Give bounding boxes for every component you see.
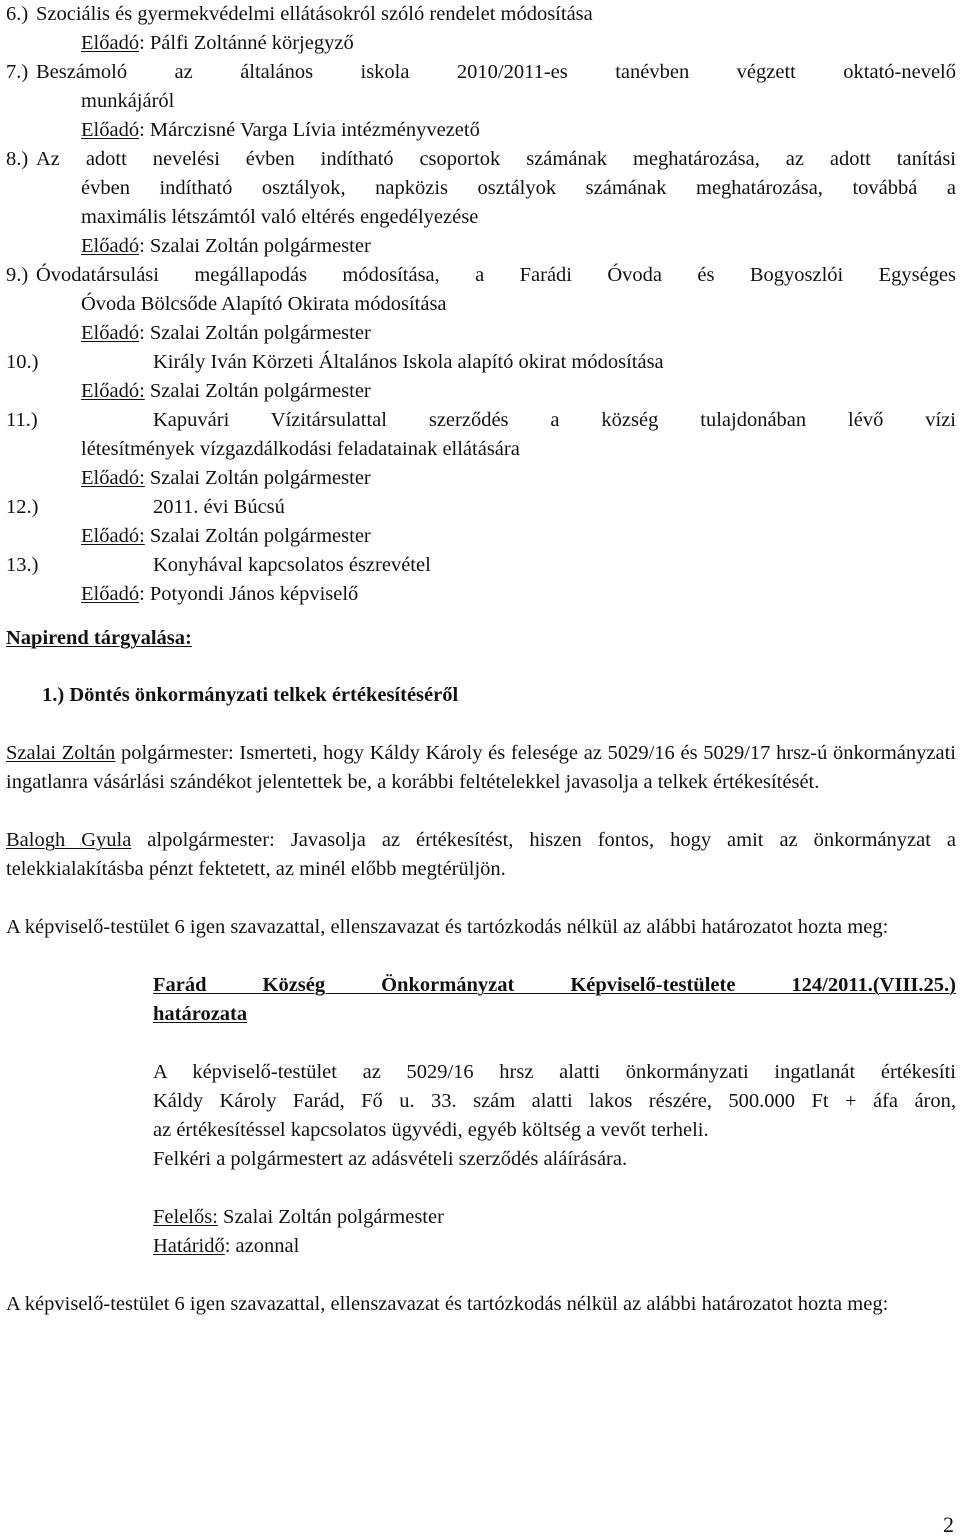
section-heading: Napirend tárgyalása: <box>6 627 192 649</box>
agenda-title-line: munkájáról <box>81 90 175 112</box>
agenda-title-line: Óvoda Bölcsőde Alapító Okirata módosítása <box>81 293 447 315</box>
presenter-line <box>81 232 956 261</box>
agenda-title: Király Iván Körzeti Általános Iskola alapító okirat módosítása <box>153 351 664 373</box>
responsible-line <box>153 1203 956 1232</box>
page-number: 2 <box>943 1512 954 1537</box>
agenda-title-line: Beszámoló az általános iskola 2010/2011-es tanévben végzett oktató-nevelő <box>36 61 956 83</box>
resolution-body-line: az értékesítéssel kapcsolatos ügyvédi, egyéb költség a vevőt terheli. <box>153 1119 709 1141</box>
presenter-name: Szalai Zoltán polgármester <box>144 467 371 489</box>
presenter-line <box>81 464 956 493</box>
presenter-label: Előadó: <box>81 467 145 489</box>
presenter-name: : Szalai Zoltán polgármester <box>139 322 371 344</box>
presenter-line <box>81 377 956 406</box>
speech-paragraph <box>6 739 956 797</box>
topic-heading: 1.) Döntés önkormányzati telkek értékesítéséről <box>42 684 459 706</box>
responsible-name: Szalai Zoltán polgármester <box>217 1206 444 1228</box>
presenter-name: : Szalai Zoltán polgármester <box>139 235 371 257</box>
agenda-number: 10.) <box>6 351 39 373</box>
presenter-name: : Márczisné Varga Lívia intézményvezető <box>139 119 480 141</box>
resolution-title-line2: határozata <box>153 1003 248 1025</box>
speaker-name: Szalai Zoltán <box>6 742 116 764</box>
presenter-name: Szalai Zoltán polgármester <box>144 380 371 402</box>
agenda-title: Szociális és gyermekvédelmi ellátásokról szóló rendelet módosítása <box>36 3 593 25</box>
agenda-number: 13.) <box>6 554 39 576</box>
deadline-value: : azonnal <box>224 1235 300 1257</box>
presenter-label: Előadó <box>81 235 140 257</box>
resolution-title: Farád Község Önkormányzat Képviselő-testülete 124/2011.(VIII.25.) <box>153 974 956 996</box>
agenda-title-line: évben indítható osztályok, napközis osztályok számának meghatározása, továbbá a <box>81 177 956 199</box>
agenda-title: Konyhával kapcsolatos észrevétel <box>153 554 431 576</box>
agenda-number: 9.) <box>6 264 29 286</box>
vote-statement: A képviselő-testület 6 igen szavazattal, ellenszavazat és tartózkodás nélkül az alábbi határozatot hozta meg: <box>6 1293 889 1315</box>
presenter-name: Szalai Zoltán polgármester <box>144 525 371 547</box>
resolution-body-line: Felkéri a polgármestert az adásvételi szerződés aláírására. <box>153 1148 628 1170</box>
agenda-title-line: Az adott nevelési évben indítható csoportok számának meghatározása, az adott tanítási <box>36 148 956 170</box>
agenda-title: 2011. évi Búcsú <box>153 496 285 518</box>
agenda-item-8 <box>6 145 956 261</box>
presenter-line <box>81 29 956 58</box>
resolution-body-line: A képviselő-testület az 5029/16 hrsz alatti önkormányzati ingatlanát értékesíti <box>153 1061 956 1083</box>
agenda-title-line: maximális létszámtól való eltérés engedélyezése <box>81 206 479 228</box>
speech-paragraph <box>6 826 956 884</box>
presenter-label: Előadó: <box>81 525 145 547</box>
agenda-item-6 <box>6 0 956 58</box>
presenter-label: Előadó <box>81 32 140 54</box>
agenda-item-13 <box>6 551 956 609</box>
presenter-label: Előadó <box>81 583 140 605</box>
agenda-number: 7.) <box>6 61 29 83</box>
agenda-title-line: Kapuvári Vízitársulattal szerződés a község tulajdonában lévő vízi <box>153 409 956 431</box>
agenda-number: 12.) <box>6 496 39 518</box>
agenda-item-11 <box>6 406 956 493</box>
agenda-item-12 <box>6 493 956 551</box>
presenter-label: Előadó <box>81 322 140 344</box>
presenter-line <box>81 319 956 348</box>
presenter-name: : Pálfi Zoltánné körjegyző <box>139 32 354 54</box>
presenter-line <box>81 116 956 145</box>
agenda-title-line: létesítmények vízgazdálkodási feladatainak ellátására <box>81 438 520 460</box>
presenter-line <box>81 580 956 609</box>
agenda-number: 11.) <box>6 409 38 431</box>
deadline-line <box>153 1232 956 1261</box>
agenda-number: 6.) <box>6 3 29 25</box>
presenter-label: Előadó: <box>81 380 145 402</box>
deadline-label: Határidő <box>153 1235 225 1257</box>
agenda-title-line: Óvodatársulási megállapodás módosítása, a Farádi Óvoda és Bogyoszlói Egységes <box>36 264 956 286</box>
speech-text: polgármester: Ismerteti, hogy Káldy Károly és felesége az 5029/16 és 5029/17 hrsz-ú önkormányzati ingatlanra vásárlási szándékot jelentettek be, a korábbi feltételekkel javasolja a telkek értékesítését. <box>6 742 956 793</box>
agenda-item-7 <box>6 58 956 145</box>
presenter-name: : Potyondi János képviselő <box>139 583 359 605</box>
resolution-block <box>153 971 956 1261</box>
document-page <box>6 0 956 1319</box>
presenter-label: Előadó <box>81 119 140 141</box>
speaker-name: Balogh Gyula <box>6 829 132 851</box>
presenter-line <box>81 522 956 551</box>
responsible-label: Felelős: <box>153 1206 218 1228</box>
agenda-item-10 <box>6 348 956 406</box>
agenda-list <box>6 0 956 609</box>
vote-statement: A képviselő-testület 6 igen szavazattal, ellenszavazat és tartózkodás nélkül az alábbi határozatot hozta meg: <box>6 916 889 938</box>
agenda-item-9 <box>6 261 956 348</box>
resolution-body-line: Káldy Károly Farád, Fő u. 33. szám alatti lakos részére, 500.000 Ft + áfa áron, <box>153 1090 956 1112</box>
speech-text: alpolgármester: Javasolja az értékesítést, hiszen fontos, hogy amit az önkormányzat a telekkialakításba pénzt fektetett, az minél előbb megtérüljön. <box>6 829 956 880</box>
agenda-number: 8.) <box>6 148 29 170</box>
